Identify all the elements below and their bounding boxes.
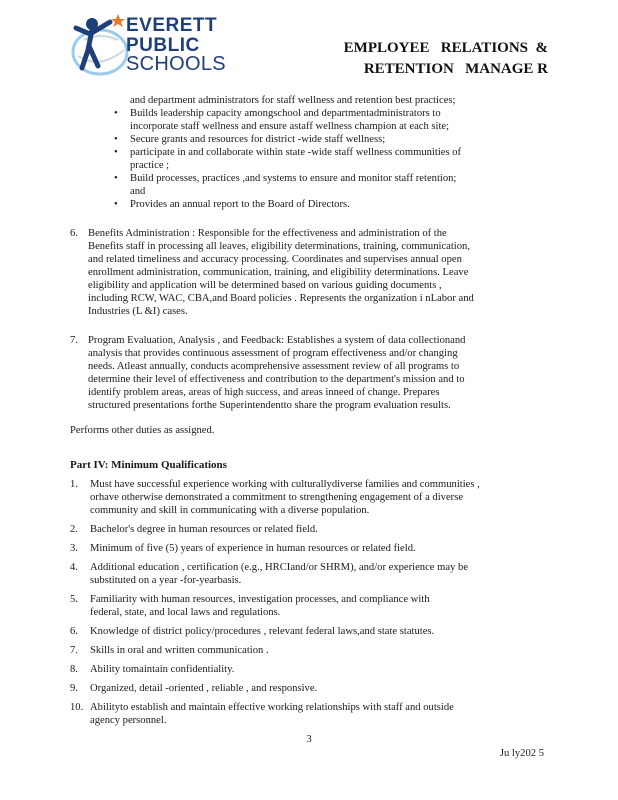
qualification-number: 5. bbox=[70, 594, 78, 605]
qualification-number: 1. bbox=[70, 479, 78, 490]
bullet-text: • Build processes, practices ,and systems to ensure and monitor staff retention; bbox=[130, 173, 457, 184]
qualification-line: Must have successful experience working with culturallydiverse families and communities , bbox=[90, 479, 480, 490]
qualification-item bbox=[70, 625, 548, 638]
bullet-item bbox=[70, 133, 548, 146]
bullet-item bbox=[70, 198, 548, 211]
bullet-text: • participate in and collaborate within state -wide staff wellness communities of bbox=[130, 147, 462, 158]
bullet-item bbox=[70, 146, 548, 172]
qualification-line: agency personnel. bbox=[90, 715, 167, 726]
section-line: analysis that provides continuous assessment of program effectiveness and/or changing bbox=[88, 348, 458, 359]
responsibility-bullets bbox=[70, 107, 548, 211]
section-number: 7. bbox=[70, 335, 78, 346]
qualification-item bbox=[70, 523, 548, 536]
qualification-item bbox=[70, 561, 548, 587]
section-line: including RCW, WAC, CBA,and Board policies . Represents the organization i nLabor and bbox=[88, 293, 474, 304]
section-line: needs. Atleast annually, conducts acomprehensive assessment review of all programs to bbox=[88, 361, 460, 372]
qualification-line: Organized, detail -oriented , reliable , and responsive. bbox=[90, 683, 318, 694]
bullet-text-cont: and bbox=[130, 186, 146, 197]
school-figure-icon bbox=[70, 10, 130, 82]
qualification-line: community and skill in communicating with a diverse population. bbox=[90, 505, 370, 516]
bullet-text: • Provides an annual report to the Board of Directors. bbox=[130, 199, 350, 210]
section-benefits-administration bbox=[70, 227, 548, 318]
qualification-line: substituted on a year -for-yearbasis. bbox=[90, 575, 242, 586]
qualification-line: Skills in oral and written communication . bbox=[90, 645, 269, 656]
qualification-line: Ability tomaintain confidentiality. bbox=[90, 664, 235, 675]
section-line: Benefits Administration : Responsible for the effectiveness and administration of the bbox=[88, 228, 447, 239]
bullet-text: • Secure grants and resources for district -wide staff wellness; bbox=[130, 134, 386, 145]
bullet-text: • Builds leadership capacity amongschool and departmentadministrators to bbox=[130, 108, 441, 119]
section-line: enrollment administration, communication, training, and eligibility determinations. Leave bbox=[88, 267, 469, 278]
qualification-number: 4. bbox=[70, 562, 78, 573]
section-line: Benefits staff in processing all leaves, eligibility determinations, training, communication, bbox=[88, 241, 470, 252]
title-line-2: RETENTION MANAGE R bbox=[363, 61, 548, 77]
other-duties: Performs other duties as assigned. bbox=[70, 425, 215, 436]
qualification-number: 6. bbox=[70, 626, 78, 637]
qualification-line: Minimum of five (5) years of experience in human resources or related field. bbox=[90, 543, 416, 554]
qualification-number: 3. bbox=[70, 543, 78, 554]
section-line: Program Evaluation, Analysis , and Feedback: Establishes a system of data collectionand bbox=[88, 335, 466, 346]
section-line: Industries (L &I) cases. bbox=[88, 306, 188, 317]
qualification-item bbox=[70, 542, 548, 555]
qualification-line: Knowledge of district policy/procedures , relevant federal laws,and state statutes. bbox=[90, 626, 435, 637]
qualification-number: 2. bbox=[70, 524, 78, 535]
qualification-item bbox=[70, 478, 548, 517]
section-line: determine their level of effectiveness and contribution to the department's mission and to bbox=[88, 374, 465, 385]
qualification-item bbox=[70, 663, 548, 676]
qualification-line: orhave otherwise demonstrated a commitment to strengthening engagement of a diverse bbox=[90, 492, 464, 503]
section-number: 6. bbox=[70, 228, 78, 239]
logo-wordmark bbox=[126, 16, 226, 75]
document-body bbox=[70, 94, 548, 733]
section-line: structured presentations forthe Superintendentto share the program evaluation results. bbox=[88, 400, 451, 411]
footer-date: Ju ly202 5 bbox=[499, 748, 544, 759]
section-line: and related timeliness and accuracy processing. Coordinates and supervises annual open bbox=[88, 254, 462, 265]
document-title bbox=[344, 38, 548, 80]
bullet-item bbox=[70, 172, 548, 198]
continuation-line: and department administrators for staff wellness and retention best practices; bbox=[130, 95, 456, 106]
logo-line-3: SCHOOLS bbox=[126, 53, 226, 75]
section-program-evaluation bbox=[70, 334, 548, 412]
qualifications-list bbox=[70, 478, 548, 727]
qualification-line: Abilityto establish and maintain effective working relationships with staff and outside bbox=[90, 702, 454, 713]
qualification-line: Bachelor's degree in human resources or related field. bbox=[90, 524, 318, 535]
qualification-item bbox=[70, 701, 548, 727]
qualification-number: 10. bbox=[70, 702, 84, 713]
qualification-item bbox=[70, 682, 548, 695]
page-number: 3 bbox=[306, 734, 312, 745]
qualification-item bbox=[70, 644, 548, 657]
bullet-item bbox=[70, 107, 548, 133]
bullet-text-cont: practice ; bbox=[130, 160, 170, 171]
logo-line-1: EVERETT bbox=[126, 15, 218, 36]
bullet-text-cont: incorporate staff wellness and ensure astaff wellness champion at each site; bbox=[130, 121, 450, 132]
qualification-number: 7. bbox=[70, 645, 78, 656]
section-line: eligibility and application will be determined based on various guiding documents , bbox=[88, 280, 442, 291]
qualification-number: 8. bbox=[70, 664, 78, 675]
qualification-line: Additional education , certification (e.g., HRCIand/or SHRM), and/or experience may be bbox=[90, 562, 469, 573]
logo-line-2: PUBLIC bbox=[126, 34, 200, 56]
district-logo bbox=[70, 10, 240, 82]
title-line-1: EMPLOYEE RELATIONS & bbox=[343, 40, 548, 56]
qualification-line: federal, state, and local laws and regulations. bbox=[90, 607, 281, 618]
section-line: identify problem areas, areas of high success, and areas inneed of change. Prepares bbox=[88, 387, 440, 398]
part-iv-heading: Part IV: Minimum Qualifications bbox=[70, 459, 227, 471]
qualification-number: 9. bbox=[70, 683, 78, 694]
qualification-item bbox=[70, 593, 548, 619]
qualification-line: Familiarity with human resources, investigation processes, and compliance with bbox=[90, 594, 430, 605]
